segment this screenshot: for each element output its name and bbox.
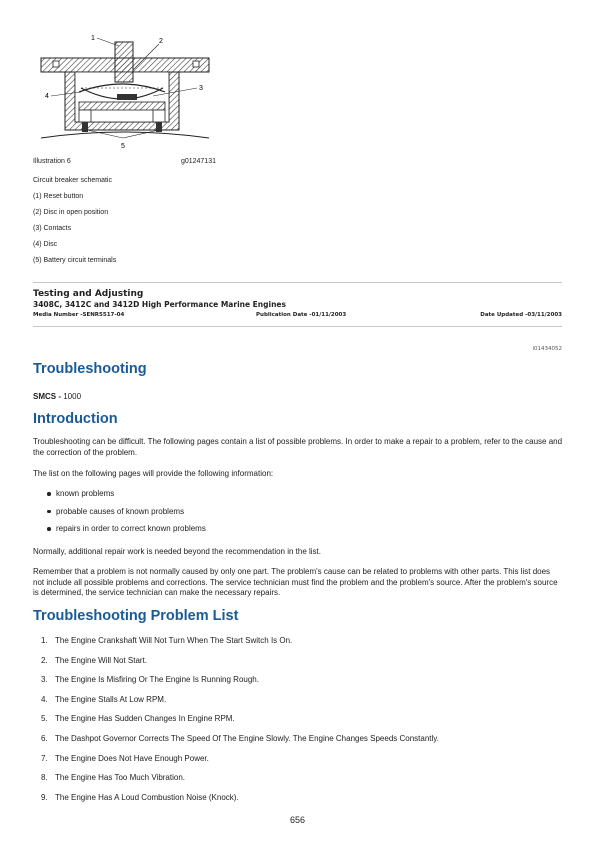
problem-list	[41, 636, 439, 812]
illustration-code: g01247131	[180, 158, 216, 165]
list-item: known problems	[47, 489, 206, 507]
caption-line: (4) Disc	[33, 241, 58, 248]
smcs-label: SMCS -	[33, 392, 61, 401]
introduction-heading: Introduction	[33, 411, 118, 427]
caption-line: Circuit breaker schematic	[33, 177, 112, 184]
caption-lines	[33, 177, 116, 273]
publication-date: Publication Date -01/11/2003	[256, 312, 347, 318]
callout-4: 4	[45, 93, 49, 100]
callout-5: 5	[121, 143, 125, 150]
list-item: 4. The Engine Stalls At Low RPM.	[41, 694, 167, 704]
date-updated: Date Updated -03/11/2003	[480, 312, 562, 318]
list-item: 8. The Engine Has Too Much Vibration.	[41, 773, 186, 783]
callout-1: 1	[91, 35, 95, 42]
info-list	[47, 489, 206, 542]
list-item: 1. The Engine Crankshaft Will Not Turn When The Start Switch Is On.	[41, 636, 293, 645]
smcs-code	[33, 392, 81, 401]
circuit-breaker-diagram	[33, 30, 223, 154]
list-item: 7. The Engine Does Not Have Enough Power.	[41, 753, 209, 763]
illustration-label: Illustration 6	[33, 158, 71, 165]
intro-paragraph: Remember that a problem is not normally caused by only one part. The problem's cause can be related to problems with other parts. This list does not include all possible problems and corrections. The service technician must find the problem and the problem's source. After the problem's source is determined, the service technician can make the necessary repairs.	[33, 567, 558, 597]
caption-line: (5) Battery circuit terminals	[33, 257, 117, 264]
problem-list-heading: Troubleshooting Problem List	[33, 608, 239, 624]
list-item: repairs in order to correct known problems	[47, 524, 206, 542]
callout-2: 2	[159, 38, 163, 45]
caption-line: (1) Reset button	[33, 193, 84, 200]
caption-line: (3) Contacts	[33, 225, 72, 232]
list-item: 6. The Dashpot Governor Corrects The Speed Of The Engine Slowly. The Engine Changes Speeds Constantly.	[41, 733, 439, 743]
media-number: Media Number -SENR5517-04	[33, 312, 125, 318]
smcs-value: 1000	[63, 392, 82, 401]
divider	[33, 282, 562, 283]
circuit-breaker-illustration	[33, 30, 223, 154]
callout-3: 3	[199, 85, 203, 92]
list-item: probable causes of known problems	[47, 507, 206, 525]
list-item: 2. The Engine Will Not Start.	[41, 655, 148, 665]
doc-title: Testing and Adjusting	[33, 289, 144, 299]
list-item: 3. The Engine Is Misfiring Or The Engine Is Running Rough.	[41, 675, 259, 685]
troubleshooting-heading: Troubleshooting	[33, 361, 147, 377]
caption-line: (2) Disc in open position	[33, 209, 109, 216]
list-item: 9. The Engine Has A Loud Combustion Noise (Knock).	[41, 792, 239, 802]
intro-paragraph: The list on the following pages will provide the following information:	[33, 469, 274, 478]
intro-paragraph: Troubleshooting can be difficult. The following pages contain a list of possible problems. In order to make a repair to a problem, refer to the cause and the correction of the problem.	[33, 437, 563, 457]
page-number: 656	[289, 815, 306, 825]
intro-paragraph: Normally, additional repair work is needed beyond the recommendation in the list.	[33, 547, 322, 556]
doc-id: i01434052	[532, 346, 562, 352]
doc-subtitle: 3408C, 3412C and 3412D High Performance Marine Engines	[33, 300, 286, 309]
list-item: 5. The Engine Has Sudden Changes In Engine RPM.	[41, 714, 235, 724]
divider	[33, 326, 562, 327]
illustration-caption	[33, 158, 216, 168]
